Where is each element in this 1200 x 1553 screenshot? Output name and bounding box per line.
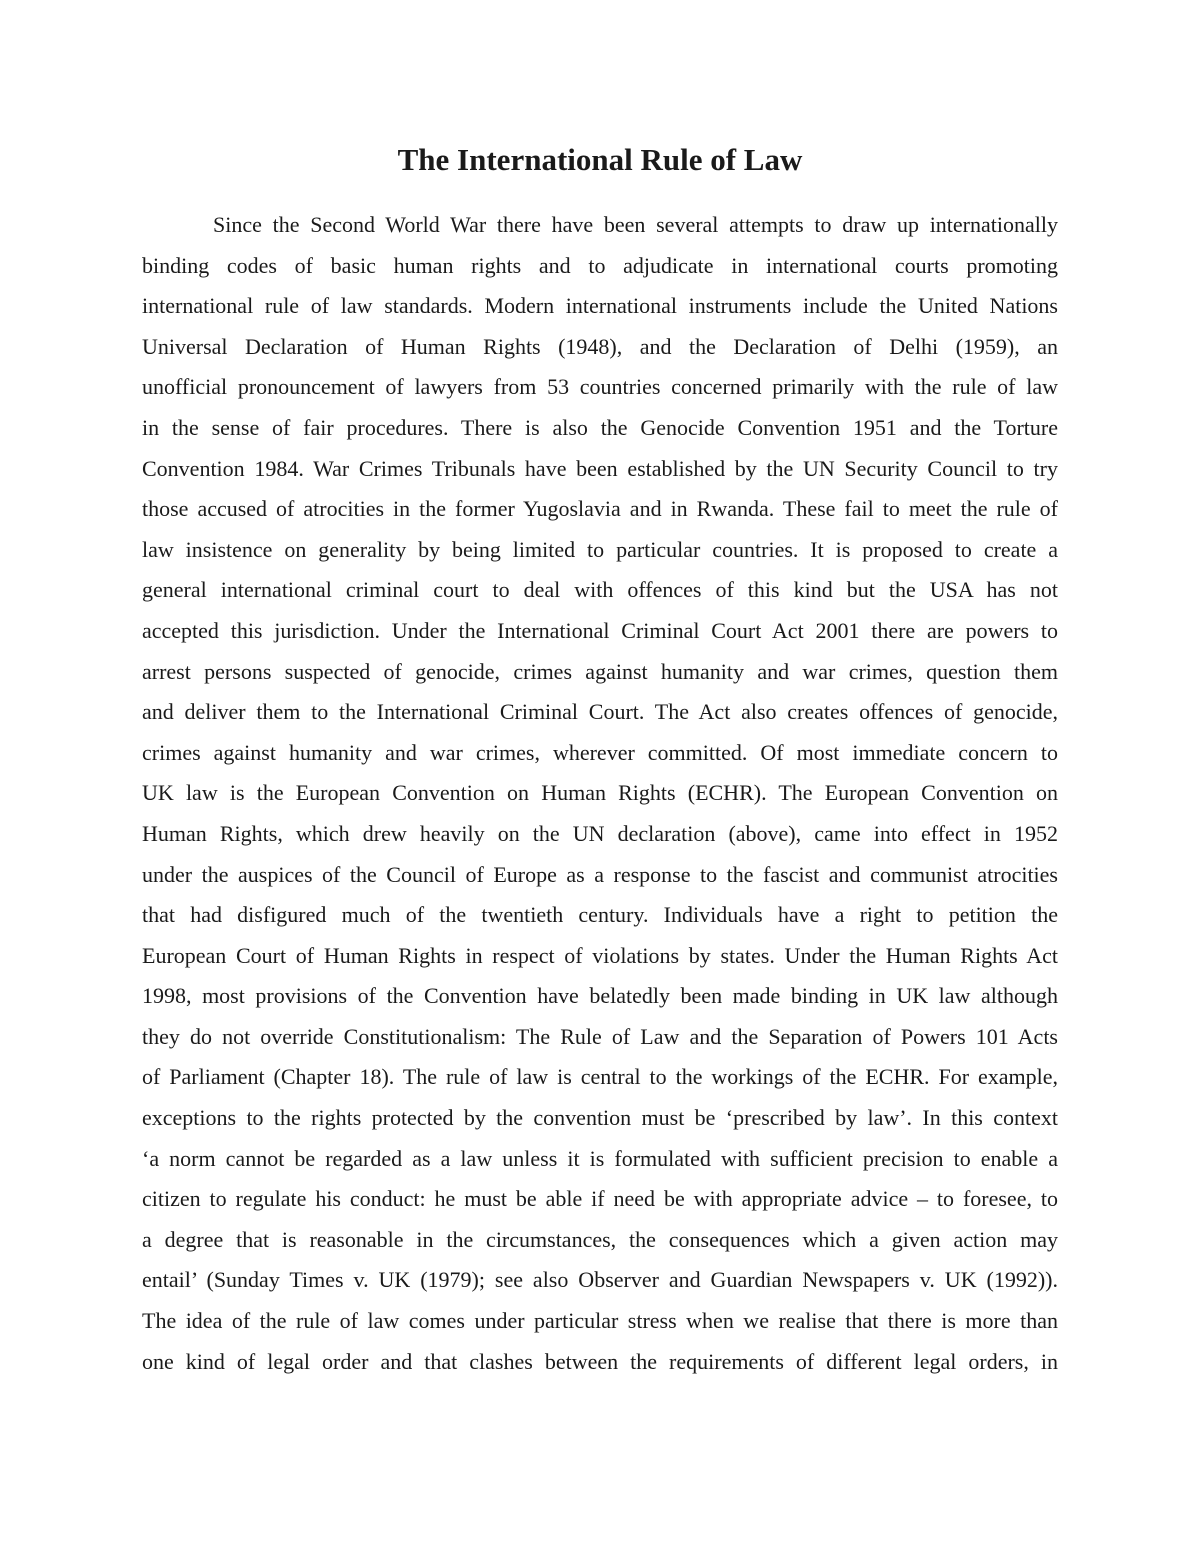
paragraph-line: that had disfigured much of the twentieth century. Individuals have a right to petition the (142, 902, 1058, 928)
paragraph-line: under the auspices of the Council of Europe as a response to the fascist and communist atrocities (142, 861, 1058, 887)
paragraph-line: international rule of law standards. Modern international instruments include the United Nations (142, 293, 1058, 319)
paragraph-line: law insistence on generality by being limited to particular countries. It is proposed to create a (142, 536, 1058, 562)
paragraph-line: of Parliament (Chapter 18). The rule of law is central to the workings of the ECHR. For example, (142, 1064, 1058, 1090)
paragraph-line: UK law is the European Convention on Human Rights (ECHR). The European Convention on (142, 780, 1058, 806)
paragraph-line: unofficial pronouncement of lawyers from 53 countries concerned primarily with the rule of law (142, 374, 1058, 400)
paragraph-line: general international criminal court to deal with offences of this kind but the USA has not (142, 577, 1058, 603)
paragraph-line: arrest persons suspected of genocide, crimes against humanity and war crimes, question them (142, 658, 1058, 684)
paragraph-line: crimes against humanity and war crimes, wherever committed. Of most immediate concern to (142, 739, 1058, 765)
paragraph-line: Since the Second World War there have been several attempts to draw up internationally (213, 212, 1058, 237)
paragraph-line: and deliver them to the International Criminal Court. The Act also creates offences of genocide, (142, 699, 1058, 725)
paragraph-line: they do not override Constitutionalism: The Rule of Law and the Separation of Powers 101 Acts (142, 1023, 1058, 1049)
paragraph-line: European Court of Human Rights in respect of violations by states. Under the Human Rights Act (142, 942, 1058, 968)
paragraph-line: The idea of the rule of law comes under particular stress when we realise that there is more than (142, 1308, 1058, 1334)
document-title: The International Rule of Law (397, 142, 803, 177)
paragraph-line: a degree that is reasonable in the circumstances, the consequences which a given action may (142, 1226, 1058, 1252)
paragraph-line: entail’ (Sunday Times v. UK (1979); see also Observer and Guardian Newspapers v. UK (1992)). (142, 1267, 1058, 1293)
paragraph-line: citizen to regulate his conduct: he must be able if need be with appropriate advice – to foresee, to (142, 1186, 1058, 1212)
paragraph-line: ‘a norm cannot be regarded as a law unless it is formulated with sufficient precision to enable a (142, 1145, 1058, 1171)
paragraph-line: binding codes of basic human rights and to adjudicate in international courts promoting (142, 252, 1058, 278)
paragraph-line: 1998, most provisions of the Convention have belatedly been made binding in UK law although (142, 983, 1058, 1009)
paragraph-line: accepted this jurisdiction. Under the International Criminal Court Act 2001 there are powers to (142, 617, 1058, 643)
paragraph-line: in the sense of fair procedures. There is also the Genocide Convention 1951 and the Torture (142, 414, 1058, 440)
body-paragraph (142, 205, 1058, 1382)
paragraph-line: Human Rights, which drew heavily on the UN declaration (above), came into effect in 1952 (142, 820, 1058, 846)
paragraph-line: Universal Declaration of Human Rights (1948), and the Declaration of Delhi (1959), an (142, 333, 1058, 359)
paragraph-line: one kind of legal order and that clashes between the requirements of different legal orders, in (142, 1348, 1058, 1374)
paragraph-line: Convention 1984. War Crimes Tribunals have been established by the UN Security Council to try (142, 455, 1058, 481)
paragraph-line: those accused of atrocities in the former Yugoslavia and in Rwanda. These fail to meet the rule of (142, 496, 1058, 522)
paragraph-line: exceptions to the rights protected by the convention must be ‘prescribed by law’. In this context (142, 1105, 1058, 1131)
